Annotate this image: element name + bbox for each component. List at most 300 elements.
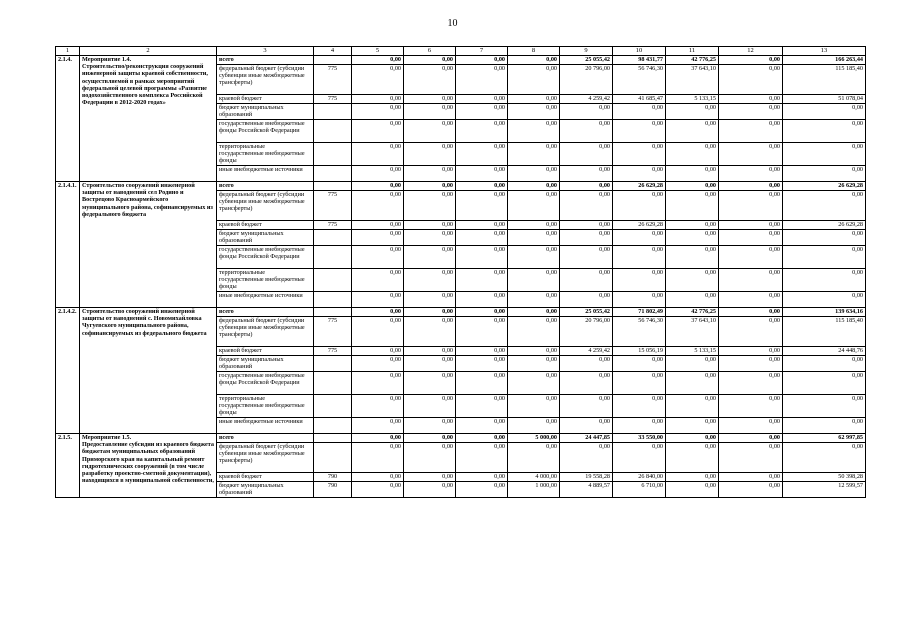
amount-cell: 0,00	[613, 191, 666, 221]
amount-cell: 0,00	[352, 221, 404, 230]
amount-cell: 0,00	[719, 482, 783, 498]
amount-cell: 0,00	[613, 395, 666, 418]
column-number-cell: 5	[352, 47, 404, 56]
budget-code-cell	[314, 143, 352, 166]
amount-cell: 0,00	[719, 372, 783, 395]
budget-code-cell	[314, 418, 352, 434]
funding-source-cell: территориальные государственные внебюджетные фонды	[217, 395, 314, 418]
amount-cell: 0,00	[719, 104, 783, 120]
amount-cell: 0,00	[508, 104, 560, 120]
column-number-cell: 1	[56, 47, 80, 56]
amount-cell: 0,00	[456, 292, 508, 308]
amount-cell: 0,00	[613, 269, 666, 292]
amount-cell: 37 643,10	[666, 65, 719, 95]
amount-cell: 0,00	[666, 221, 719, 230]
amount-cell: 0,00	[508, 143, 560, 166]
amount-cell: 0,00	[613, 292, 666, 308]
amount-cell: 0,00	[666, 418, 719, 434]
amount-cell: 0,00	[666, 246, 719, 269]
amount-cell: 0,00	[456, 65, 508, 95]
amount-cell: 51 078,04	[783, 95, 866, 104]
amount-cell: 0,00	[404, 230, 456, 246]
amount-cell: 0,00	[666, 292, 719, 308]
amount-cell: 0,00	[719, 246, 783, 269]
amount-cell: 0,00	[404, 443, 456, 473]
measure-title-cell: Строительство сооружений инженерной защиты от наводнений сел Родино и Вострецово Красноармейского муниципального района, софинансируемых из федерального бюджета	[80, 182, 217, 308]
amount-cell: 24 447,85	[560, 434, 613, 443]
amount-cell: 115 185,40	[783, 317, 866, 347]
amount-cell: 0,00	[456, 347, 508, 356]
amount-cell: 4 889,57	[560, 482, 613, 498]
amount-cell: 0,00	[666, 230, 719, 246]
amount-cell: 0,00	[719, 221, 783, 230]
amount-cell: 0,00	[783, 292, 866, 308]
table-row	[56, 56, 866, 65]
amount-cell: 0,00	[719, 347, 783, 356]
amount-cell: 0,00	[404, 356, 456, 372]
column-number-cell: 2	[80, 47, 217, 56]
amount-cell: 26 629,28	[613, 221, 666, 230]
amount-cell: 0,00	[719, 166, 783, 182]
amount-cell: 0,00	[456, 221, 508, 230]
amount-cell: 0,00	[666, 166, 719, 182]
amount-cell: 0,00	[352, 166, 404, 182]
amount-cell: 0,00	[719, 395, 783, 418]
amount-cell: 0,00	[352, 191, 404, 221]
amount-cell: 0,00	[404, 182, 456, 191]
amount-cell: 0,00	[666, 482, 719, 498]
amount-cell: 24 448,76	[783, 347, 866, 356]
amount-cell: 0,00	[508, 372, 560, 395]
measure-title-cell: Строительство сооружений инженерной защиты от наводнений с. Новомихайловка Чугуевского муниципального района, софинансируемых из федерального бюджета	[80, 308, 217, 434]
amount-cell: 5 133,15	[666, 347, 719, 356]
funding-source-cell: бюджет муниципальных образований	[217, 230, 314, 246]
amount-cell: 0,00	[783, 246, 866, 269]
amount-cell: 0,00	[456, 473, 508, 482]
budget-code-cell	[314, 230, 352, 246]
amount-cell: 0,00	[783, 104, 866, 120]
amount-cell: 98 431,77	[613, 56, 666, 65]
column-number-cell: 10	[613, 47, 666, 56]
budget-code-cell: 775	[314, 65, 352, 95]
table-row	[56, 434, 866, 443]
amount-cell: 12 599,57	[783, 482, 866, 498]
amount-cell: 0,00	[352, 482, 404, 498]
funding-source-cell: всего	[217, 182, 314, 191]
amount-cell: 0,00	[719, 473, 783, 482]
amount-cell: 0,00	[508, 191, 560, 221]
amount-cell: 0,00	[508, 317, 560, 347]
budget-code-cell	[314, 434, 352, 443]
amount-cell: 0,00	[404, 104, 456, 120]
budget-code-cell	[314, 56, 352, 65]
amount-cell: 0,00	[456, 418, 508, 434]
amount-cell: 0,00	[404, 269, 456, 292]
amount-cell: 0,00	[719, 230, 783, 246]
column-number-cell: 6	[404, 47, 456, 56]
funding-source-cell: территориальные государственные внебюджетные фонды	[217, 269, 314, 292]
funding-source-cell: территориальные государственные внебюджетные фонды	[217, 143, 314, 166]
amount-cell: 0,00	[352, 308, 404, 317]
amount-cell: 0,00	[719, 356, 783, 372]
amount-cell: 0,00	[404, 166, 456, 182]
amount-cell: 0,00	[456, 443, 508, 473]
funding-source-cell: федеральный бюджет (субсидии субвенции иные межбюджетные трансферты)	[217, 191, 314, 221]
amount-cell: 0,00	[560, 191, 613, 221]
amount-cell: 42 776,25	[666, 308, 719, 317]
amount-cell: 0,00	[352, 372, 404, 395]
amount-cell: 115 185,40	[783, 65, 866, 95]
amount-cell: 0,00	[783, 269, 866, 292]
amount-cell: 0,00	[666, 120, 719, 143]
amount-cell: 56 746,30	[613, 317, 666, 347]
amount-cell: 0,00	[560, 269, 613, 292]
amount-cell: 0,00	[456, 230, 508, 246]
measure-id-cell: 2.1.4.1.	[56, 182, 80, 308]
budget-code-cell	[314, 104, 352, 120]
amount-cell: 0,00	[613, 356, 666, 372]
amount-cell: 0,00	[508, 292, 560, 308]
amount-cell: 0,00	[719, 191, 783, 221]
amount-cell: 0,00	[719, 443, 783, 473]
amount-cell: 0,00	[719, 95, 783, 104]
amount-cell: 0,00	[352, 395, 404, 418]
amount-cell: 0,00	[404, 317, 456, 347]
amount-cell: 19 558,28	[560, 473, 613, 482]
amount-cell: 0,00	[560, 104, 613, 120]
table-row	[56, 308, 866, 317]
amount-cell: 0,00	[352, 269, 404, 292]
amount-cell: 0,00	[719, 269, 783, 292]
amount-cell: 0,00	[560, 356, 613, 372]
funding-source-cell: федеральный бюджет (субсидии субвенции иные межбюджетные трансферты)	[217, 65, 314, 95]
amount-cell: 0,00	[560, 230, 613, 246]
amount-cell: 0,00	[560, 395, 613, 418]
amount-cell: 26 840,00	[613, 473, 666, 482]
amount-cell: 0,00	[783, 372, 866, 395]
table-row	[56, 182, 866, 191]
amount-cell: 0,00	[404, 292, 456, 308]
amount-cell: 5 000,00	[508, 434, 560, 443]
amount-cell: 0,00	[352, 246, 404, 269]
amount-cell: 0,00	[352, 443, 404, 473]
amount-cell: 0,00	[404, 143, 456, 166]
amount-cell: 0,00	[613, 246, 666, 269]
amount-cell: 0,00	[508, 65, 560, 95]
amount-cell: 0,00	[508, 56, 560, 65]
column-number-cell: 4	[314, 47, 352, 56]
amount-cell: 0,00	[508, 356, 560, 372]
budget-code-cell	[314, 120, 352, 143]
amount-cell: 20 796,00	[560, 317, 613, 347]
amount-cell: 0,00	[613, 372, 666, 395]
amount-cell: 0,00	[666, 372, 719, 395]
amount-cell: 0,00	[719, 56, 783, 65]
amount-cell: 0,00	[352, 473, 404, 482]
amount-cell: 0,00	[404, 308, 456, 317]
funding-source-cell: краевой бюджет	[217, 95, 314, 104]
amount-cell: 0,00	[404, 482, 456, 498]
amount-cell: 0,00	[560, 143, 613, 166]
funding-source-cell: федеральный бюджет (субсидии субвенции иные межбюджетные трансферты)	[217, 443, 314, 473]
amount-cell: 0,00	[719, 418, 783, 434]
amount-cell: 0,00	[352, 347, 404, 356]
amount-cell: 0,00	[508, 269, 560, 292]
amount-cell: 0,00	[719, 143, 783, 166]
amount-cell: 0,00	[456, 56, 508, 65]
amount-cell: 0,00	[666, 356, 719, 372]
amount-cell: 0,00	[613, 230, 666, 246]
amount-cell: 0,00	[456, 356, 508, 372]
amount-cell: 0,00	[404, 65, 456, 95]
amount-cell: 0,00	[456, 104, 508, 120]
amount-cell: 0,00	[783, 395, 866, 418]
column-number-cell: 3	[217, 47, 314, 56]
amount-cell: 0,00	[613, 143, 666, 166]
amount-cell: 0,00	[508, 120, 560, 143]
amount-cell: 0,00	[352, 434, 404, 443]
funding-source-cell: бюджет муниципальных образований	[217, 356, 314, 372]
column-number-cell: 12	[719, 47, 783, 56]
budget-code-cell: 790	[314, 473, 352, 482]
funding-source-cell: иные внебюджетные источники	[217, 292, 314, 308]
amount-cell: 0,00	[783, 120, 866, 143]
amount-cell: 0,00	[613, 443, 666, 473]
amount-cell: 0,00	[456, 246, 508, 269]
amount-cell: 0,00	[508, 182, 560, 191]
amount-cell: 0,00	[508, 166, 560, 182]
amount-cell: 139 634,16	[783, 308, 866, 317]
amount-cell: 0,00	[666, 443, 719, 473]
column-number-cell: 11	[666, 47, 719, 56]
budget-code-cell	[314, 246, 352, 269]
amount-cell: 0,00	[456, 182, 508, 191]
column-number-row	[56, 47, 866, 56]
amount-cell: 0,00	[404, 191, 456, 221]
amount-cell: 0,00	[508, 230, 560, 246]
amount-cell: 0,00	[352, 95, 404, 104]
amount-cell: 0,00	[508, 347, 560, 356]
amount-cell: 26 629,28	[613, 182, 666, 191]
amount-cell: 0,00	[456, 120, 508, 143]
amount-cell: 0,00	[560, 166, 613, 182]
budget-code-cell: 775	[314, 347, 352, 356]
funding-source-cell: иные внебюджетные источники	[217, 166, 314, 182]
amount-cell: 0,00	[456, 434, 508, 443]
funding-source-cell: государственные внебюджетные фонды Российской Федерации	[217, 120, 314, 143]
funding-source-cell: всего	[217, 56, 314, 65]
amount-cell: 0,00	[352, 65, 404, 95]
column-number-cell: 8	[508, 47, 560, 56]
budget-code-cell	[314, 395, 352, 418]
amount-cell: 0,00	[666, 182, 719, 191]
amount-cell: 41 685,47	[613, 95, 666, 104]
amount-cell: 0,00	[719, 182, 783, 191]
column-number-cell: 7	[456, 47, 508, 56]
amount-cell: 0,00	[352, 120, 404, 143]
amount-cell: 0,00	[783, 443, 866, 473]
amount-cell: 0,00	[404, 473, 456, 482]
amount-cell: 0,00	[352, 292, 404, 308]
amount-cell: 1 000,00	[508, 482, 560, 498]
page-number: 10	[447, 18, 458, 29]
amount-cell: 0,00	[456, 308, 508, 317]
amount-cell: 0,00	[456, 191, 508, 221]
funding-source-cell: государственные внебюджетные фонды Российской Федерации	[217, 372, 314, 395]
funding-source-cell: краевой бюджет	[217, 347, 314, 356]
column-number-cell: 9	[560, 47, 613, 56]
amount-cell: 0,00	[508, 443, 560, 473]
amount-cell: 0,00	[719, 317, 783, 347]
amount-cell: 0,00	[783, 230, 866, 246]
amount-cell: 0,00	[666, 473, 719, 482]
amount-cell: 0,00	[508, 308, 560, 317]
amount-cell: 0,00	[783, 143, 866, 166]
funding-source-cell: бюджет муниципальных образований	[217, 104, 314, 120]
budget-code-cell	[314, 308, 352, 317]
amount-cell: 0,00	[404, 372, 456, 395]
amount-cell: 0,00	[666, 395, 719, 418]
amount-cell: 0,00	[404, 120, 456, 143]
amount-cell: 0,00	[508, 418, 560, 434]
amount-cell: 0,00	[783, 418, 866, 434]
amount-cell: 71 802,49	[613, 308, 666, 317]
amount-cell: 0,00	[456, 372, 508, 395]
amount-cell: 0,00	[352, 317, 404, 347]
budget-code-cell	[314, 356, 352, 372]
amount-cell: 0,00	[456, 269, 508, 292]
budget-code-cell: 775	[314, 191, 352, 221]
amount-cell: 50 398,28	[783, 473, 866, 482]
amount-cell: 4 259,42	[560, 95, 613, 104]
amount-cell: 0,00	[352, 356, 404, 372]
amount-cell: 37 643,10	[666, 317, 719, 347]
budget-table	[55, 46, 866, 498]
amount-cell: 25 055,42	[560, 308, 613, 317]
amount-cell: 25 055,42	[560, 56, 613, 65]
funding-source-cell: краевой бюджет	[217, 221, 314, 230]
amount-cell: 0,00	[404, 95, 456, 104]
amount-cell: 166 263,44	[783, 56, 866, 65]
amount-cell: 6 710,00	[613, 482, 666, 498]
budget-code-cell	[314, 443, 352, 473]
amount-cell: 0,00	[352, 143, 404, 166]
amount-cell: 0,00	[719, 120, 783, 143]
measure-id-cell: 2.1.5.	[56, 434, 80, 498]
amount-cell: 0,00	[456, 482, 508, 498]
amount-cell: 0,00	[456, 166, 508, 182]
funding-source-cell: бюджет муниципальных образований	[217, 482, 314, 498]
amount-cell: 0,00	[560, 246, 613, 269]
amount-cell: 56 746,30	[613, 65, 666, 95]
amount-cell: 0,00	[783, 191, 866, 221]
amount-cell: 0,00	[560, 418, 613, 434]
amount-cell: 0,00	[613, 166, 666, 182]
amount-cell: 0,00	[404, 347, 456, 356]
amount-cell: 0,00	[613, 120, 666, 143]
amount-cell: 0,00	[719, 308, 783, 317]
measure-title-cell: Мероприятие 1.4. Строительство/реконструкция сооружений инженерной защиты краевой собственности, осуществляемой в рамках мероприятий федеральной целевой программы «Развитие водохозяйственного комплекса Российской Федерации в 2012-2020 годах»	[80, 56, 217, 182]
amount-cell: 0,00	[404, 418, 456, 434]
amount-cell: 0,00	[719, 65, 783, 95]
budget-code-cell	[314, 166, 352, 182]
funding-source-cell: иные внебюджетные источники	[217, 418, 314, 434]
amount-cell: 0,00	[404, 434, 456, 443]
funding-source-cell: краевой бюджет	[217, 473, 314, 482]
amount-cell: 0,00	[508, 221, 560, 230]
funding-source-cell: федеральный бюджет (субсидии субвенции иные межбюджетные трансферты)	[217, 317, 314, 347]
amount-cell: 0,00	[352, 104, 404, 120]
amount-cell: 26 629,28	[783, 221, 866, 230]
amount-cell: 4 259,42	[560, 347, 613, 356]
amount-cell: 62 997,85	[783, 434, 866, 443]
budget-code-cell: 775	[314, 221, 352, 230]
amount-cell: 20 796,00	[560, 65, 613, 95]
amount-cell: 0,00	[783, 356, 866, 372]
amount-cell: 0,00	[613, 104, 666, 120]
measure-title-cell: Мероприятие 1.5. Предоставление субсидии из краевого бюджета бюджетам муниципальных образований Приморского края на капитальный ремонт гидротехнических сооружений (в том числе разработку проектно-сметной документации), находящихся в муниципальной собственности,	[80, 434, 217, 498]
amount-cell: 26 629,28	[783, 182, 866, 191]
amount-cell: 5 133,15	[666, 95, 719, 104]
budget-code-cell	[314, 292, 352, 308]
amount-cell: 33 550,00	[613, 434, 666, 443]
amount-cell: 0,00	[456, 317, 508, 347]
amount-cell: 0,00	[666, 191, 719, 221]
amount-cell: 0,00	[719, 292, 783, 308]
amount-cell: 0,00	[404, 246, 456, 269]
amount-cell: 0,00	[456, 95, 508, 104]
funding-source-cell: всего	[217, 308, 314, 317]
measure-id-cell: 2.1.4.2.	[56, 308, 80, 434]
amount-cell: 0,00	[456, 143, 508, 166]
amount-cell: 4 000,00	[508, 473, 560, 482]
amount-cell: 0,00	[783, 166, 866, 182]
amount-cell: 0,00	[508, 95, 560, 104]
amount-cell: 0,00	[404, 395, 456, 418]
amount-cell: 0,00	[560, 221, 613, 230]
measure-id-cell: 2.1.4.	[56, 56, 80, 182]
amount-cell: 0,00	[666, 143, 719, 166]
amount-cell: 42 776,25	[666, 56, 719, 65]
amount-cell: 0,00	[352, 182, 404, 191]
amount-cell: 0,00	[352, 230, 404, 246]
budget-code-cell	[314, 372, 352, 395]
amount-cell: 0,00	[560, 120, 613, 143]
amount-cell: 0,00	[560, 443, 613, 473]
amount-cell: 0,00	[352, 418, 404, 434]
amount-cell: 0,00	[666, 104, 719, 120]
amount-cell: 0,00	[560, 372, 613, 395]
amount-cell: 15 056,19	[613, 347, 666, 356]
budget-code-cell: 775	[314, 95, 352, 104]
amount-cell: 0,00	[404, 221, 456, 230]
amount-cell: 0,00	[404, 56, 456, 65]
budget-code-cell: 790	[314, 482, 352, 498]
funding-source-cell: государственные внебюджетные фонды Российской Федерации	[217, 246, 314, 269]
funding-source-cell: всего	[217, 434, 314, 443]
budget-code-cell	[314, 182, 352, 191]
amount-cell: 0,00	[666, 434, 719, 443]
budget-code-cell	[314, 269, 352, 292]
amount-cell: 0,00	[719, 434, 783, 443]
amount-cell: 0,00	[560, 292, 613, 308]
column-number-cell: 13	[783, 47, 866, 56]
budget-code-cell: 775	[314, 317, 352, 347]
amount-cell: 0,00	[613, 418, 666, 434]
amount-cell: 0,00	[508, 395, 560, 418]
amount-cell: 0,00	[352, 56, 404, 65]
amount-cell: 0,00	[508, 246, 560, 269]
